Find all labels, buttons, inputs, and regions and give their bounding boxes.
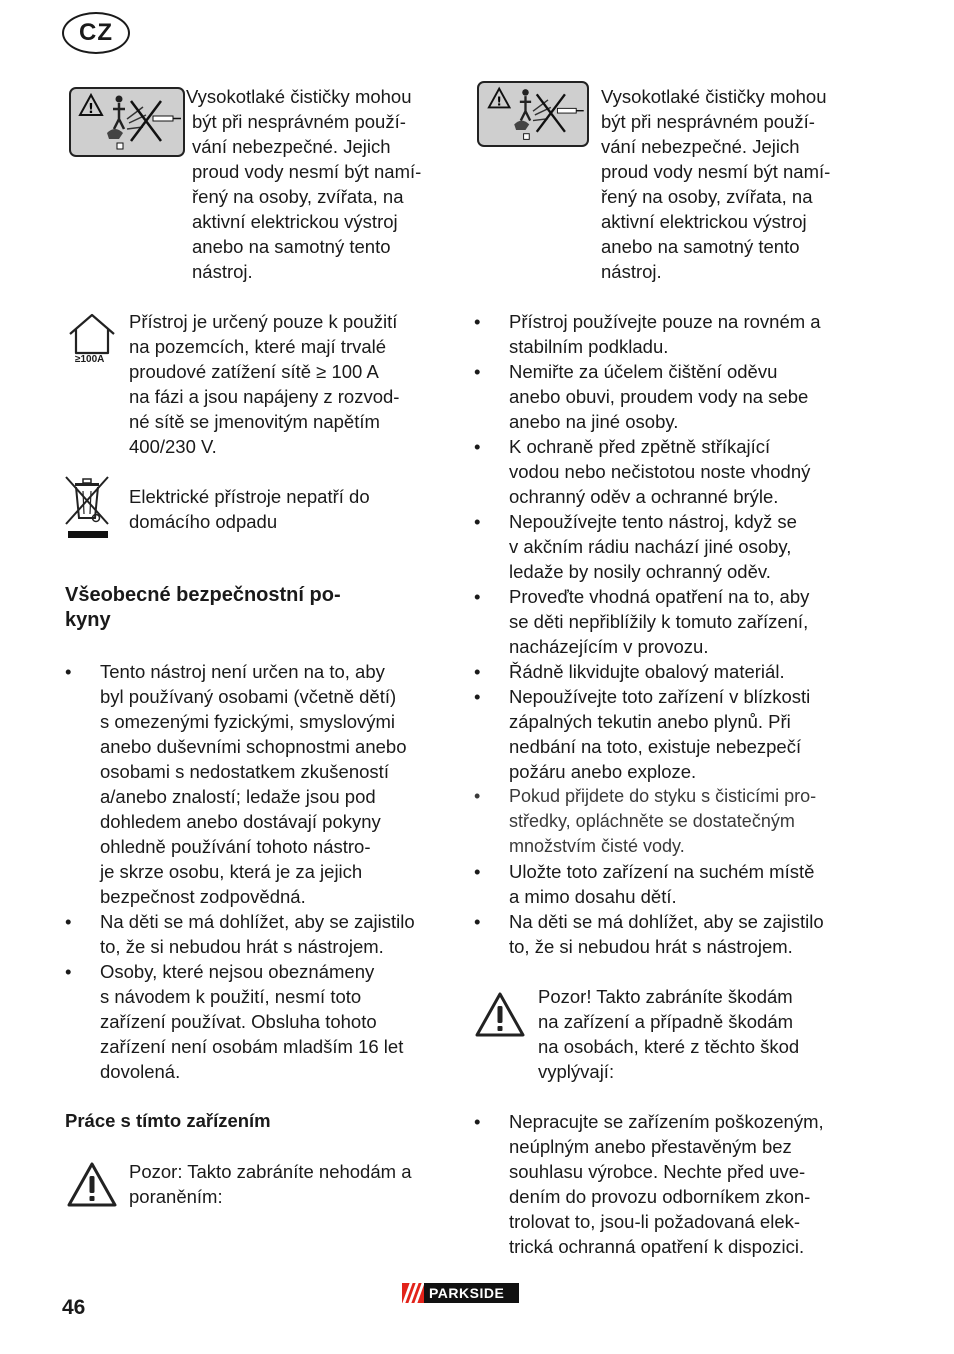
list-item — [474, 309, 874, 359]
language-badge: CZ — [62, 12, 130, 54]
text-line: né sítě se jmenovitým napětím — [129, 411, 380, 432]
text-line: vyplývají: — [538, 1061, 615, 1082]
text-line: na pozemcích, které mají trvalé — [129, 336, 387, 357]
list-item — [474, 909, 874, 959]
text-line: neúplným anebo přestavěným bez — [509, 1136, 792, 1157]
text-line: vání nebezpečné. Jejich — [192, 136, 391, 157]
text-line: ledaže by nosily ochranný oděv. — [509, 561, 771, 582]
text-line: ohledně používání tohoto nástro- — [100, 836, 371, 857]
warning-plate-text — [601, 84, 830, 284]
text-line: je skrze osobu, která je za jejich — [100, 861, 363, 882]
text-line: trolovat to, jsou-li požadovaná elek- — [509, 1211, 801, 1232]
no-spray-at-people-icon — [69, 87, 185, 157]
list-item — [474, 359, 874, 434]
text-line: • Nepoužívejte tento nástroj, když se — [509, 511, 797, 532]
caution-text — [129, 1159, 411, 1209]
text-line: poraněním: — [129, 1186, 223, 1207]
text-line: být při nesprávném použí- — [601, 111, 815, 132]
crossed-bin-icon — [63, 474, 111, 540]
text-line: • K ochraně před zpětně stříkající — [509, 436, 771, 457]
text-line: • Přístroj používejte pouze na rovném a — [509, 311, 821, 332]
text-line: vodou nebo nečistotou noste vhodný — [509, 461, 811, 482]
text-line: byl používaný osobami (včetně dětí) — [100, 686, 397, 707]
list-item — [474, 859, 874, 909]
text-line: • Osoby, které nejsou obeznámeny — [100, 961, 375, 982]
svg-text:!: ! — [88, 102, 94, 117]
text-line: • Nemiřte za účelem čištění oděvu — [509, 361, 778, 382]
text-line: stabilním podkladu. — [509, 336, 669, 357]
text-line: to, že si nebudou hrát s nástrojem. — [509, 936, 793, 957]
weee-notice-text — [129, 484, 370, 534]
text-line: aktivní elektrickou výstroj — [192, 211, 398, 232]
house-icon-label: ≥100A — [75, 354, 105, 365]
logo-text: PARKSIDE — [429, 1285, 505, 1301]
text-line: • Na děti se má dohlížet, aby se zajistilo — [509, 911, 824, 932]
text-line: ochranný oděv a ochranné brýle. — [509, 486, 779, 507]
text-line: množstvím čisté vody. — [509, 836, 685, 856]
text-line: na fázi a jsou napájeny z rozvod- — [129, 386, 400, 407]
text-line: proud vody nesmí být namí- — [601, 161, 831, 182]
text-line: být při nesprávném použí- — [192, 111, 406, 132]
section-heading — [65, 583, 341, 633]
heading-line: Všeobecné bezpečnostní po- — [65, 584, 341, 606]
text-line: Vysokotlaké čističky mohou — [186, 86, 412, 107]
svg-text:!: ! — [496, 94, 502, 109]
page-number: 46 — [62, 1296, 86, 1319]
text-line: domácího odpadu — [129, 511, 278, 532]
text-line: proud vody nesmí být namí- — [192, 161, 422, 182]
list-item — [474, 509, 874, 584]
text-line: dohledem anebo dostávají pokyny — [100, 811, 381, 832]
logo-stripes — [402, 1283, 424, 1303]
list-item — [474, 434, 874, 509]
right-bullet-list-2 — [474, 1109, 874, 1259]
text-line: v akčním rádiu nachází jiné osoby, — [509, 536, 792, 557]
text-line: nástroj. — [192, 261, 253, 282]
text-line: požáru anebo exploze. — [509, 761, 697, 782]
text-line: aktivní elektrickou výstroj — [601, 211, 807, 232]
text-line: s návodem k použití, nesmí toto — [100, 986, 362, 1007]
subsection-heading: Práce s tímto zařízením — [65, 1110, 271, 1131]
warning-plate-text — [186, 84, 421, 284]
text-line: na osobách, které z těchto škod — [538, 1036, 800, 1057]
text-line: Elektrické přístroje nepatří do — [129, 486, 370, 507]
text-line: • Pokud přijdete do styku s čisticími pro- — [509, 786, 817, 806]
text-line: Pozor: Takto zabráníte nehodám a — [129, 1161, 412, 1182]
warning-triangle-icon — [474, 990, 526, 1040]
text-line: a mimo dosahu dětí. — [509, 886, 677, 907]
house-icon — [67, 312, 117, 370]
text-line: Přístroj je určený pouze k použití — [129, 311, 398, 332]
heading-line: kyny — [65, 609, 111, 631]
list-item — [474, 659, 874, 684]
text-line: anebo obuvi, proudem vody na sebe — [509, 386, 809, 407]
warning-triangle-icon — [66, 1160, 118, 1210]
text-line: a/anebo znalostí; ledaže jsou pod — [100, 786, 376, 807]
text-line: s omezenými fyzickými, smyslovými — [100, 711, 395, 732]
text-line: řený na osoby, zvířata, na — [601, 186, 813, 207]
text-line: Pozor! Takto zabráníte škodám — [538, 986, 793, 1007]
text-line: středky, opláchněte se dostatečným — [509, 811, 795, 831]
caution-text — [538, 984, 799, 1084]
text-line: na zařízení a případně škodám — [538, 1011, 794, 1032]
parkside-logo — [402, 1283, 519, 1303]
no-spray-at-people-icon — [477, 81, 589, 147]
text-line: Vysokotlaké čističky mohou — [601, 86, 827, 107]
text-line: zařízení používat. Obsluha tohoto — [100, 1011, 377, 1032]
list-item — [65, 909, 455, 959]
right-bullet-list — [474, 309, 874, 959]
left-bullet-list — [65, 659, 455, 1084]
list-item — [474, 584, 874, 659]
text-line: anebo na samotný tento — [192, 236, 391, 257]
text-line: to, že si nebudou hrát s nástrojem. — [100, 936, 384, 957]
text-line: zařízení není osobám mladším 16 let — [100, 1036, 404, 1057]
text-line: vání nebezpečné. Jejich — [601, 136, 800, 157]
text-line: nedbání na toto, existuje nebezpečí — [509, 736, 802, 757]
text-line: anebo na jiné osoby. — [509, 411, 679, 432]
text-line: • Nepracujte se zařízením poškozeným, — [509, 1111, 824, 1132]
text-line: proudové zatížení sítě ≥ 100 A — [129, 361, 379, 382]
text-line: souhlasu výrobce. Nechte před uve- — [509, 1161, 806, 1182]
text-line: bezpečnost zodpovědná. — [100, 886, 306, 907]
list-item — [474, 1109, 874, 1259]
text-line: řený na osoby, zvířata, na — [192, 186, 404, 207]
text-line: se děti nepřiblížily k tomuto zařízení, — [509, 611, 809, 632]
text-line: anebo na samotný tento — [601, 236, 800, 257]
text-line: • Proveďte vhodná opatření na to, aby — [509, 586, 810, 607]
list-item — [474, 784, 874, 859]
text-line: osobami s nedostatkem zkušeností — [100, 761, 389, 782]
text-line: trická ochranná opatření k dispozici. — [509, 1236, 805, 1257]
text-line: dením do provozu odborníkem zkon- — [509, 1186, 811, 1207]
list-item — [65, 659, 455, 909]
text-line: 400/230 V. — [129, 436, 217, 457]
text-line: • Tento nástroj není určen na to, aby — [100, 661, 385, 682]
text-line: nacházejícím v provozu. — [509, 636, 709, 657]
text-line: dovolená. — [100, 1061, 181, 1082]
text-line: • Uložte toto zařízení na suchém místě — [509, 861, 815, 882]
list-item — [474, 684, 874, 784]
text-line: • Nepoužívejte toto zařízení v blízkosti — [509, 686, 811, 707]
text-line: zápalných tekutin anebo plynů. Při — [509, 711, 791, 732]
list-item — [65, 959, 455, 1084]
text-line: • Na děti se má dohlížet, aby se zajistilo — [100, 911, 415, 932]
text-line: anebo duševními schopnostmi anebo — [100, 736, 407, 757]
text-line: • Řádně likvidujte obalový materiál. — [509, 661, 785, 682]
text-line: nástroj. — [601, 261, 662, 282]
house-notice-text — [129, 309, 399, 459]
